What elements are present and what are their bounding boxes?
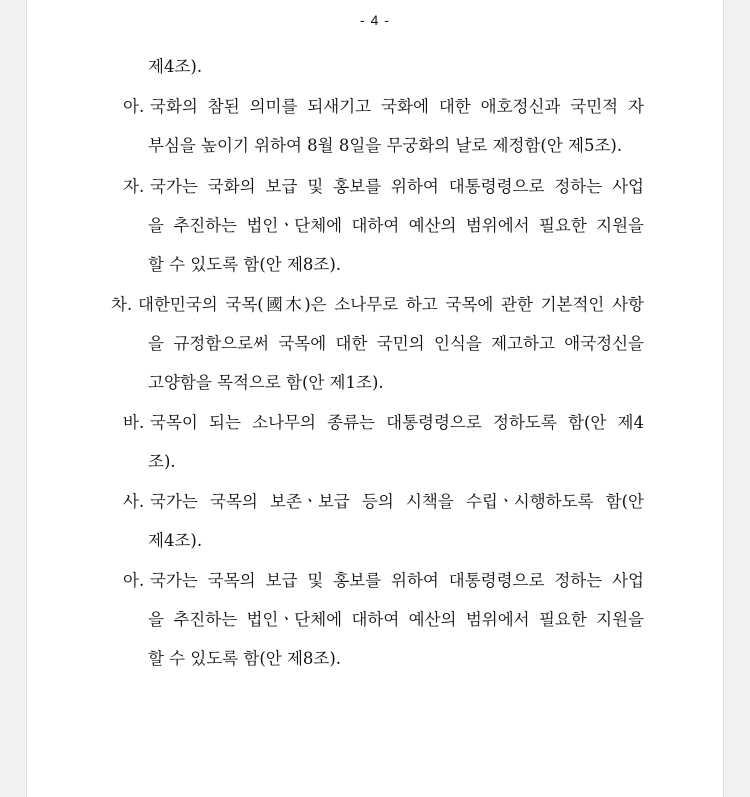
- item-line: 국화의 참된 의미를 되새기고 국화에 대한 애호정신과 국민적 자: [150, 97, 644, 116]
- item-line: 대한민국의 국목(國木)은 소나무로 하고 국목에 관한 기본적인 사항: [138, 295, 644, 314]
- item-marker: 사.: [123, 492, 145, 511]
- item-line: 부심을 높이기 위하여 8월 8일을 무궁화의 날로 제정함(안 제5조).: [148, 136, 623, 155]
- item-line: 을 추진하는 법인ㆍ단체에 대하여 예산의 범위에서 필요한 지원을: [148, 610, 644, 629]
- item-line: 국가는 국목의 보존ㆍ보급 등의 시책을 수립ㆍ시행하도록 함(안: [150, 492, 644, 511]
- page-number: - 4 -: [360, 12, 390, 28]
- item-line: 고양함을 목적으로 함(안 제1조).: [148, 373, 384, 392]
- item-marker: 차.: [111, 295, 133, 314]
- item-marker: 아.: [123, 571, 145, 590]
- item-marker: 바.: [123, 413, 145, 432]
- item-line: 제4조).: [148, 531, 203, 550]
- item-line: 을 규정함으로써 국목에 대한 국민의 인식을 제고하고 애국정신을: [148, 334, 644, 353]
- item-line: 을 추진하는 법인ㆍ단체에 대하여 예산의 범위에서 필요한 지원을: [148, 216, 644, 235]
- item-line: 할 수 있도록 함(안 제8조).: [148, 255, 342, 274]
- item-line: 조).: [148, 452, 176, 471]
- item-marker: 아.: [123, 97, 145, 116]
- item-marker: 자.: [123, 177, 145, 196]
- item-line: 국목이 되는 소나무의 종류는 대통령령으로 정하도록 함(안 제4: [150, 413, 644, 432]
- item-line: 할 수 있도록 함(안 제8조).: [148, 649, 342, 668]
- item-line: 제4조).: [148, 57, 203, 76]
- item-line: 국가는 국목의 보급 및 홍보를 위하여 대통령령으로 정하는 사업: [150, 571, 644, 590]
- document-page: [26, 0, 724, 797]
- item-line: 국가는 국화의 보급 및 홍보를 위하여 대통령령으로 정하는 사업: [150, 177, 644, 196]
